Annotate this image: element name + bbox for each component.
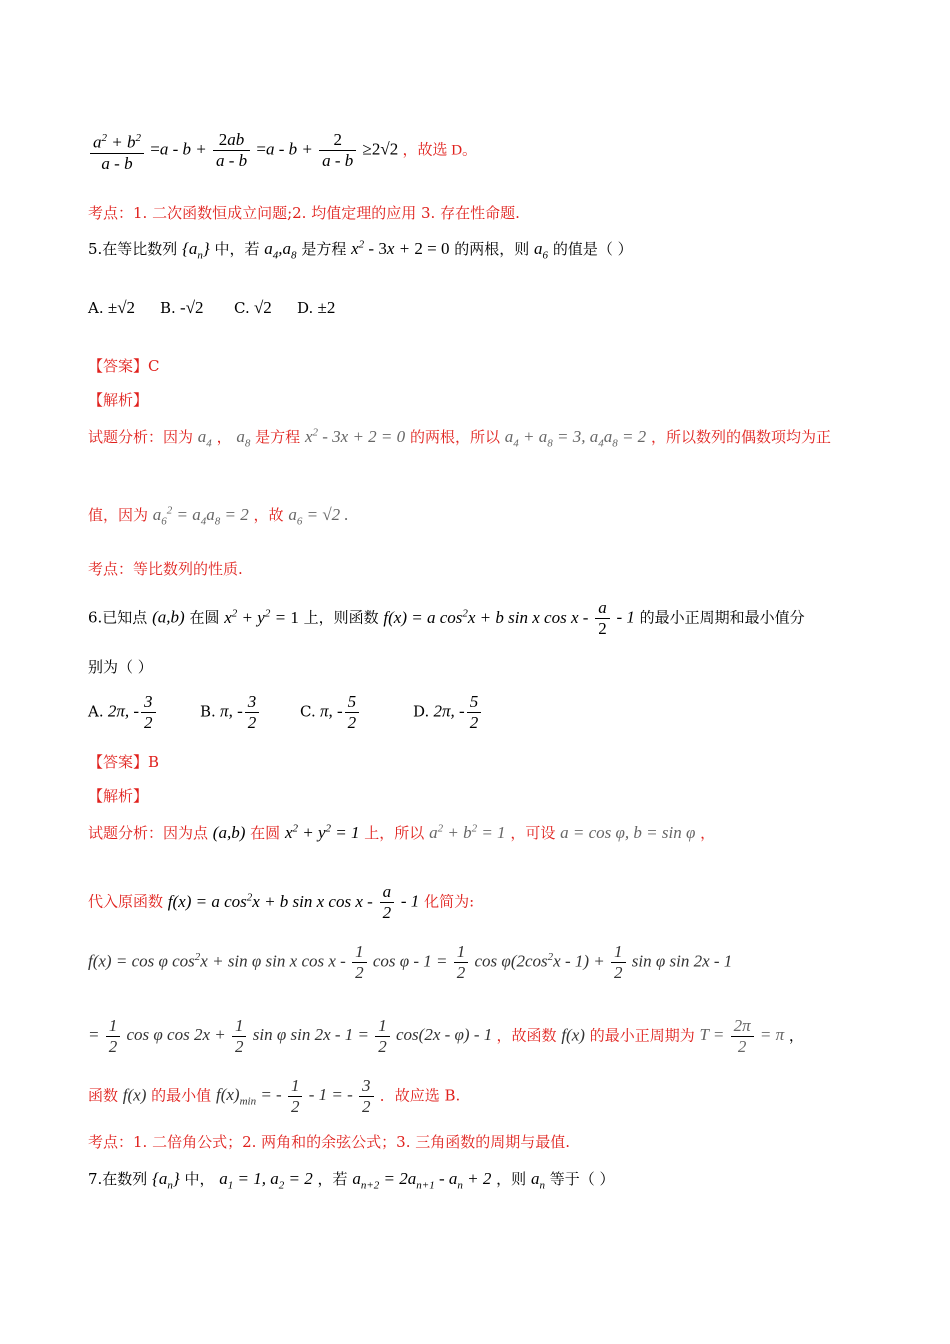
answer-6: 【答案】B (88, 753, 160, 771)
q5-option-b: B. -√2 (160, 298, 204, 317)
question-6: 6.已知点 (a,b) 在圆 $x^2 + y^2 = 1$ 上，则函数 f(x) = a $\cos^2x + b$ sin x cos x - $\frac{a}{2}$ - 1 的最小正周期和最小值分 (88, 598, 805, 638)
analysis-6-heading: 【解析】 (88, 787, 149, 805)
q6-option-a: A. 2π, - $\frac{3}{2}$ (88, 692, 158, 733)
line-1-tail: ，故选 D。 (402, 142, 478, 159)
kaodian-4: 考点：1. 二次函数恒成立问题;2. 均值定理的应用 3. 存在性命题. (88, 204, 520, 222)
analysis-6-line-3: 函数 f(x) 的最小值 $f(x)_{min}$ = - $\frac{1}{2}$ - 1 = - $\frac{3}{2}$ ．故应选 B. (88, 1076, 461, 1116)
q6-option-c: C. π, - $\frac{5}{2}$ (300, 692, 361, 733)
q5-option-a: A. ±√2 (88, 298, 136, 317)
q5-option-d: D. ±2 (297, 298, 336, 317)
analysis-5-heading: 【解析】 (88, 391, 149, 409)
q6-option-b: B. π, - $\frac{3}{2}$ (200, 692, 261, 733)
line-1-formula: $\frac{a^2 + b^2}{a - b}$ =a - b + $\frac{2ab}{a - b}$ =a - b + $\frac{2}{a - b}$ ≥2√2 ，故选 D。 (88, 128, 477, 174)
analysis-6-derivation-2: = $\frac{1}{2}$ cos φ cos 2x + $\frac{1}{2}$ sin φ sin 2x - 1 = $\frac{1}{2}$ cos(2x - φ) - 1 ，故函数 f(x) 的最小正周期为 T = $\frac{2\pi}{2}$ = π ， (88, 1016, 804, 1056)
analysis-6-line-1: 试题分析：因为点 (a,b) 在圆 $x^2 + y^2 = 1$ 上，所以 $a^2 + b^2 = 1$ ，可设 a = cos φ, b = sin φ ， (88, 822, 716, 842)
kaodian-5: 考点：等比数列的性质. (88, 560, 243, 578)
q5-option-c: C. √2 (234, 298, 272, 317)
answer-5: 【答案】C (88, 357, 160, 375)
question-7: 7.在数列 $\{a_n\}$ 中， $a_1 = 1$, $a_2 = 2$ ，若 $a_{n+2} = 2a_{n+1} - a_n + 2$ ，则 $a_n$ 等于（ ） (88, 1169, 615, 1192)
analysis-6-derivation-1: f(x) = cos φ $\cos^2x + \sin \varphi$ sin x cos x - $\frac{1}{2}$ cos φ - 1 = $\frac{1}{2}$ $\cos \varphi(2\cos^2x - 1)$ + $\frac{1}{2}$ sin φ sin 2x - 1 (88, 942, 733, 982)
analysis-6-line-2: 代入原函数 f(x) = a $\cos^2x + b$ sin x cos x - $\frac{a}{2}$ - 1 化简为: (88, 882, 475, 922)
question-5: 5.在等比数列 $\{a_n\}$ 中，若 $a_4,a_8$ 是方程 $x^2 - 3x + 2 = 0$ 的两根，则 $a_6$ 的值是（ ） (88, 238, 633, 262)
q6-option-d: D. 2π, - $\frac{5}{2}$ (413, 692, 483, 733)
question-6-cont: 别为（ ） (88, 658, 153, 676)
kaodian-6: 考点：1. 二倍角公式；2. 两角和的余弦公式；3. 三角函数的周期与最值. (88, 1133, 571, 1151)
analysis-5-line-1: 试题分析：因为 $a_4$ ， $a_8$ 是方程 $x^2 - 3x + 2 = 0$ 的两根，所以 $a_4 + a_8 = 3$, $a_4a_8 = 2$ ，所以数列的偶数项均为正 (88, 426, 831, 450)
analysis-5-line-2: 值，因为 $a_6^2 = a_4a_8 = 2$ ，故 $a_6 = √2$ . (88, 504, 349, 528)
